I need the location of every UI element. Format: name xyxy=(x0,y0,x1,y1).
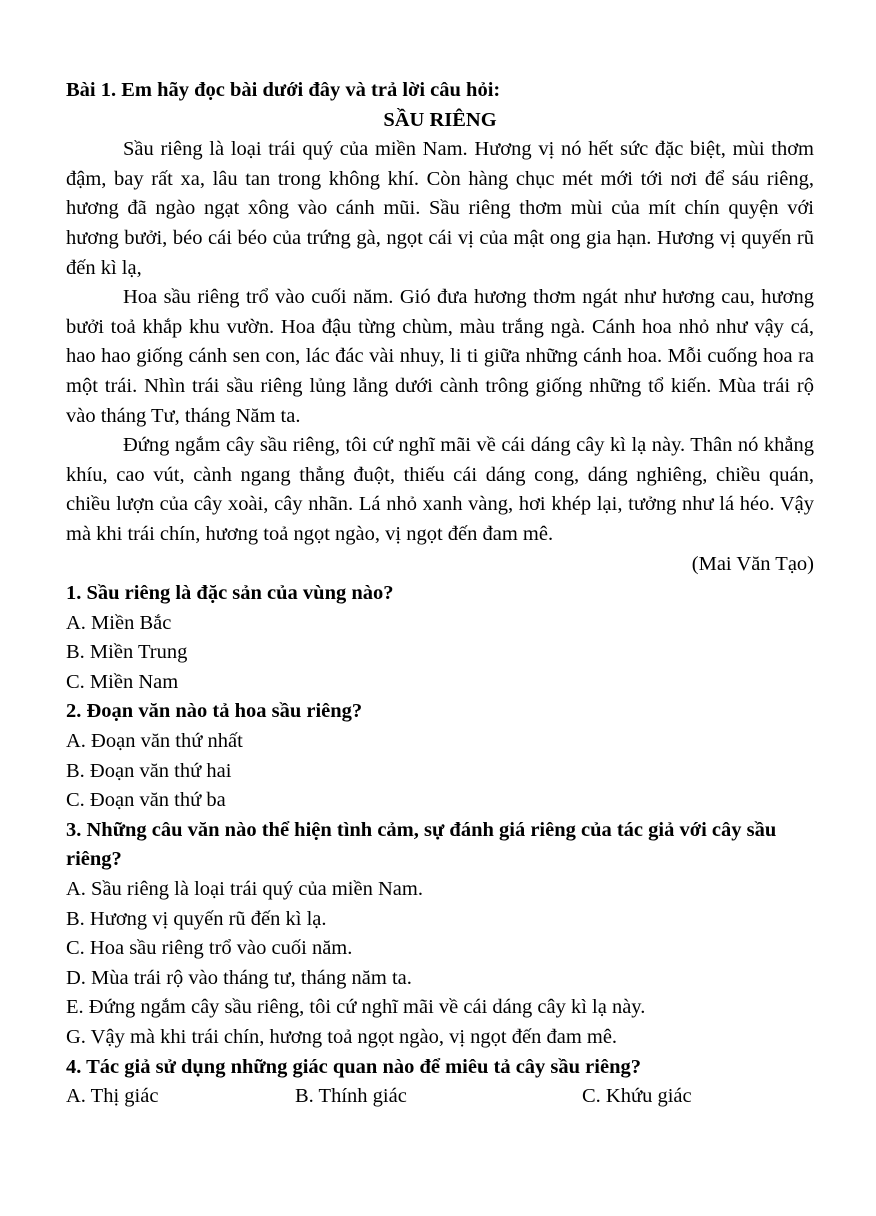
question-3-option-c: C. Hoa sầu riêng trổ vào cuối năm. xyxy=(66,937,353,960)
question-2-option-c: C. Đoạn văn thứ ba xyxy=(66,789,226,812)
question-3-text: 3. Những câu văn nào thể hiện tình cảm, sự đánh giá riêng của tác giả với cây sầu riêng? xyxy=(66,818,777,871)
reading-paragraph-2: Hoa sầu riêng trổ vào cuối năm. Gió đưa hương thơm ngát như hương cau, hương bưởi toả khắp khu vườn. Hoa đậu từng chùm, màu trắng ngà. Cánh hoa nhỏ như vậy cá, hao hao giống cánh sen con, lác đác vài nhuy, li ti giữa những cánh hoa. Mỗi cuống hoa ra một trái. Nhìn trái sầu riêng lủng lẳng dưới cành trông giống những tổ kiến. Mùa trái rộ vào tháng Tư, tháng Năm ta. xyxy=(66,286,814,427)
question-3-option-e: E. Đứng ngắm cây sầu riêng, tôi cứ nghĩ mãi về cái dáng cây kì lạ này. xyxy=(66,996,646,1019)
reading-author: (Mai Văn Tạo) xyxy=(691,552,814,575)
question-4-option-c: C. Khứu giác xyxy=(582,1085,692,1108)
question-4-option-b: B. Thính giác xyxy=(295,1085,407,1108)
question-3-option-d: D. Mùa trái rộ vào tháng tư, tháng năm ta. xyxy=(66,966,412,989)
reading-paragraph-3: Đứng ngắm cây sầu riêng, tôi cứ nghĩ mãi về cái dáng cây kì lạ này. Thân nó khẳng khíu, cao vút, cành ngang thẳng đuột, thiếu cái dáng cong, dáng nghiêng, chiều quán, chiều lượn của cây xoài, cây nhãn. Lá nhỏ xanh vàng, hơi khép lại, tưởng như lá héo. Vậy mà khi trái chín, hương toả ngọt ngào, vị ngọt đến đam mê. xyxy=(66,434,814,545)
reading-paragraph-1: Sầu riêng là loại trái quý của miền Nam. Hương vị nó hết sức đặc biệt, mùi thơm đậm, bay rất xa, lâu tan trong không khí. Còn hàng chục mét mới tới nơi để sáu riêng, hương đã ngào ngạt xông vào cánh mũi. Sầu riêng thơm mùi của mít chín quyện với hương bưởi, béo cái béo của trứng gà, ngọt cái vị của mật ong gia hạn. Hương vị quyến rũ đến kì lạ, xyxy=(66,138,814,279)
question-1-option-b: B. Miền Trung xyxy=(66,641,188,664)
question-1 xyxy=(66,579,814,697)
exercise-heading: Bài 1. Em hãy đọc bài dưới đây và trả lời câu hỏi: xyxy=(66,79,501,101)
question-1-option-a: A. Miền Bắc xyxy=(66,611,172,634)
question-4-options-row xyxy=(66,1082,814,1112)
reading-title: SẦU RIÊNG xyxy=(383,108,497,131)
question-3 xyxy=(66,816,814,1053)
question-4 xyxy=(66,1053,814,1112)
question-2 xyxy=(66,697,814,815)
question-4-option-a: A. Thị giác xyxy=(66,1085,159,1108)
question-3-option-a: A. Sầu riêng là loại trái quý của miền Nam. xyxy=(66,878,423,901)
question-1-text: 1. Sầu riêng là đặc sản của vùng nào? xyxy=(66,582,394,605)
question-3-option-g: G. Vậy mà khi trái chín, hương toả ngọt ngào, vị ngọt đến đam mê. xyxy=(66,1026,618,1048)
question-3-option-b: B. Hương vị quyến rũ đến kì lạ. xyxy=(66,907,327,930)
question-2-text: 2. Đoạn văn nào tả hoa sầu riêng? xyxy=(66,700,363,723)
question-4-text: 4. Tác giả sử dụng những giác quan nào để miêu tả cây sầu riêng? xyxy=(66,1055,641,1078)
question-2-option-b: B. Đoạn văn thứ hai xyxy=(66,759,232,782)
question-2-option-a: A. Đoạn văn thứ nhất xyxy=(66,730,243,753)
question-1-option-c: C. Miền Nam xyxy=(66,670,179,693)
